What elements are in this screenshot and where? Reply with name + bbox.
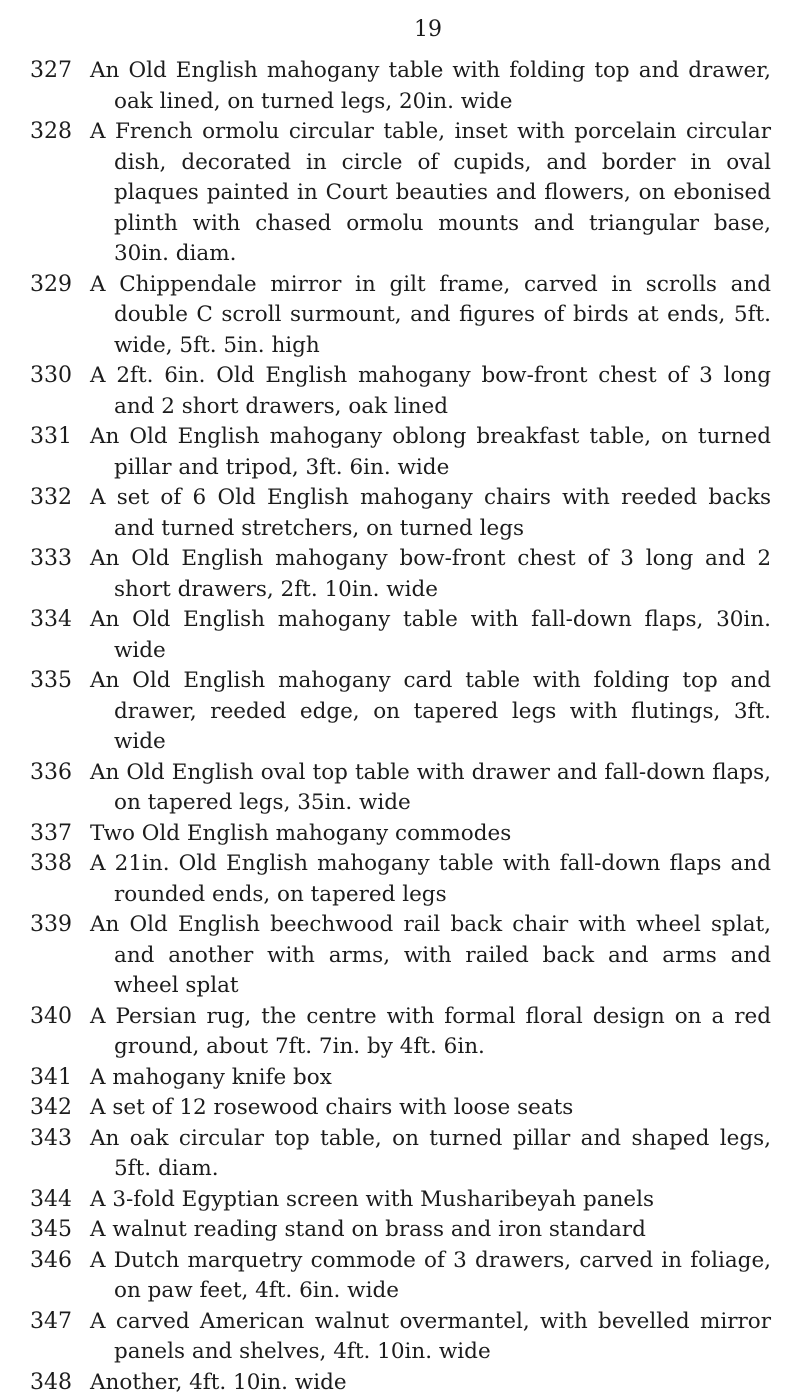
lot-description: A 2ft. 6in. Old English mahogany bow-front chest of 3 long and 2 short drawers, oak lined: [90, 361, 771, 422]
lot-description: An Old English mahogany bow-front chest of 3 long and 2 short drawers, 2ft. 10in. wide: [90, 544, 771, 605]
lot-description: A 21in. Old English mahogany table with fall-down flaps and rounded ends, on tapered legs: [90, 849, 771, 910]
lot-number: 346: [30, 1246, 90, 1277]
lot-number: 345: [30, 1215, 90, 1246]
lot-number: 344: [30, 1185, 90, 1216]
lot-item: [30, 1124, 771, 1185]
lot-number: 330: [30, 361, 90, 392]
lot-item: [30, 544, 771, 605]
lot-description: A Chippendale mirror in gilt frame, carved in scrolls and double C scroll surmount, and figures of birds at ends, 5ft. wide, 5ft. 5in. high: [90, 270, 771, 362]
lot-number: 339: [30, 910, 90, 941]
lot-item: [30, 1307, 771, 1368]
lot-number: 336: [30, 758, 90, 789]
lot-number: 342: [30, 1093, 90, 1124]
lot-item: [30, 849, 771, 910]
lot-description: An Old English mahogany oblong breakfast table, on turned pillar and tripod, 3ft. 6in. wide: [90, 422, 771, 483]
lot-list: [30, 56, 771, 1398]
lot-description: A walnut reading stand on brass and iron standard: [90, 1215, 771, 1246]
lot-item: [30, 56, 771, 117]
lot-description: A carved American walnut overmantel, with bevelled mirror panels and shelves, 4ft. 10in. wide: [90, 1307, 771, 1368]
lot-description: A set of 12 rosewood chairs with loose seats: [90, 1093, 771, 1124]
lot-description: Two Old English mahogany commodes: [90, 819, 771, 850]
lot-item: [30, 758, 771, 819]
lot-item: [30, 1185, 771, 1216]
lot-number: 329: [30, 270, 90, 301]
lot-item: [30, 361, 771, 422]
lot-number: 347: [30, 1307, 90, 1338]
lot-number: 338: [30, 849, 90, 880]
lot-item: [30, 1063, 771, 1094]
lot-description: An oak circular top table, on turned pillar and shaped legs, 5ft. diam.: [90, 1124, 771, 1185]
lot-item: [30, 1246, 771, 1307]
lot-item: [30, 910, 771, 1002]
lot-description: A 3-fold Egyptian screen with Musharibeyah panels: [90, 1185, 771, 1216]
lot-item: [30, 270, 771, 362]
lot-number: 334: [30, 605, 90, 636]
lot-item: [30, 117, 771, 270]
lot-description: A set of 6 Old English mahogany chairs with reeded backs and turned stretchers, on turned legs: [90, 483, 771, 544]
lot-description: A French ormolu circular table, inset with porcelain circular dish, decorated in circle of cupids, and border in oval plaques painted in Court beauties and flowers, on ebonised plinth with chased ormolu mounts and triangular base, 30in. diam.: [90, 117, 771, 270]
lot-item: [30, 483, 771, 544]
lot-description: Another, 4ft. 10in. wide: [90, 1368, 771, 1398]
lot-number: 343: [30, 1124, 90, 1155]
lot-description: A Persian rug, the centre with formal floral design on a red ground, about 7ft. 7in. by 4ft. 6in.: [90, 1002, 771, 1063]
lot-item: [30, 1093, 771, 1124]
lot-item: [30, 1368, 771, 1398]
lot-description: An Old English oval top table with drawer and fall-down flaps, on tapered legs, 35in. wide: [90, 758, 771, 819]
lot-number: 348: [30, 1368, 90, 1398]
lot-item: [30, 422, 771, 483]
lot-description: An Old English mahogany table with folding top and drawer, oak lined, on turned legs, 20in. wide: [90, 56, 771, 117]
lot-number: 331: [30, 422, 90, 453]
lot-item: [30, 1215, 771, 1246]
lot-number: 337: [30, 819, 90, 850]
lot-number: 340: [30, 1002, 90, 1033]
lot-number: 335: [30, 666, 90, 697]
lot-description: A mahogany knife box: [90, 1063, 771, 1094]
lot-number: 341: [30, 1063, 90, 1094]
lot-item: [30, 1002, 771, 1063]
lot-number: 328: [30, 117, 90, 148]
lot-number: 333: [30, 544, 90, 575]
lot-item: [30, 819, 771, 850]
lot-description: An Old English mahogany card table with folding top and drawer, reeded edge, on tapered legs with flutings, 3ft. wide: [90, 666, 771, 758]
lot-item: [30, 605, 771, 666]
lot-number: 327: [30, 56, 90, 87]
lot-description: An Old English mahogany table with fall-down flaps, 30in. wide: [90, 605, 771, 666]
lot-description: A Dutch marquetry commode of 3 drawers, carved in foliage, on paw feet, 4ft. 6in. wide: [90, 1246, 771, 1307]
lot-number: 332: [30, 483, 90, 514]
page-number: 19: [85, 16, 771, 44]
lot-item: [30, 666, 771, 758]
lot-description: An Old English beechwood rail back chair with wheel splat, and another with arms, with railed back and arms and wheel splat: [90, 910, 771, 1002]
